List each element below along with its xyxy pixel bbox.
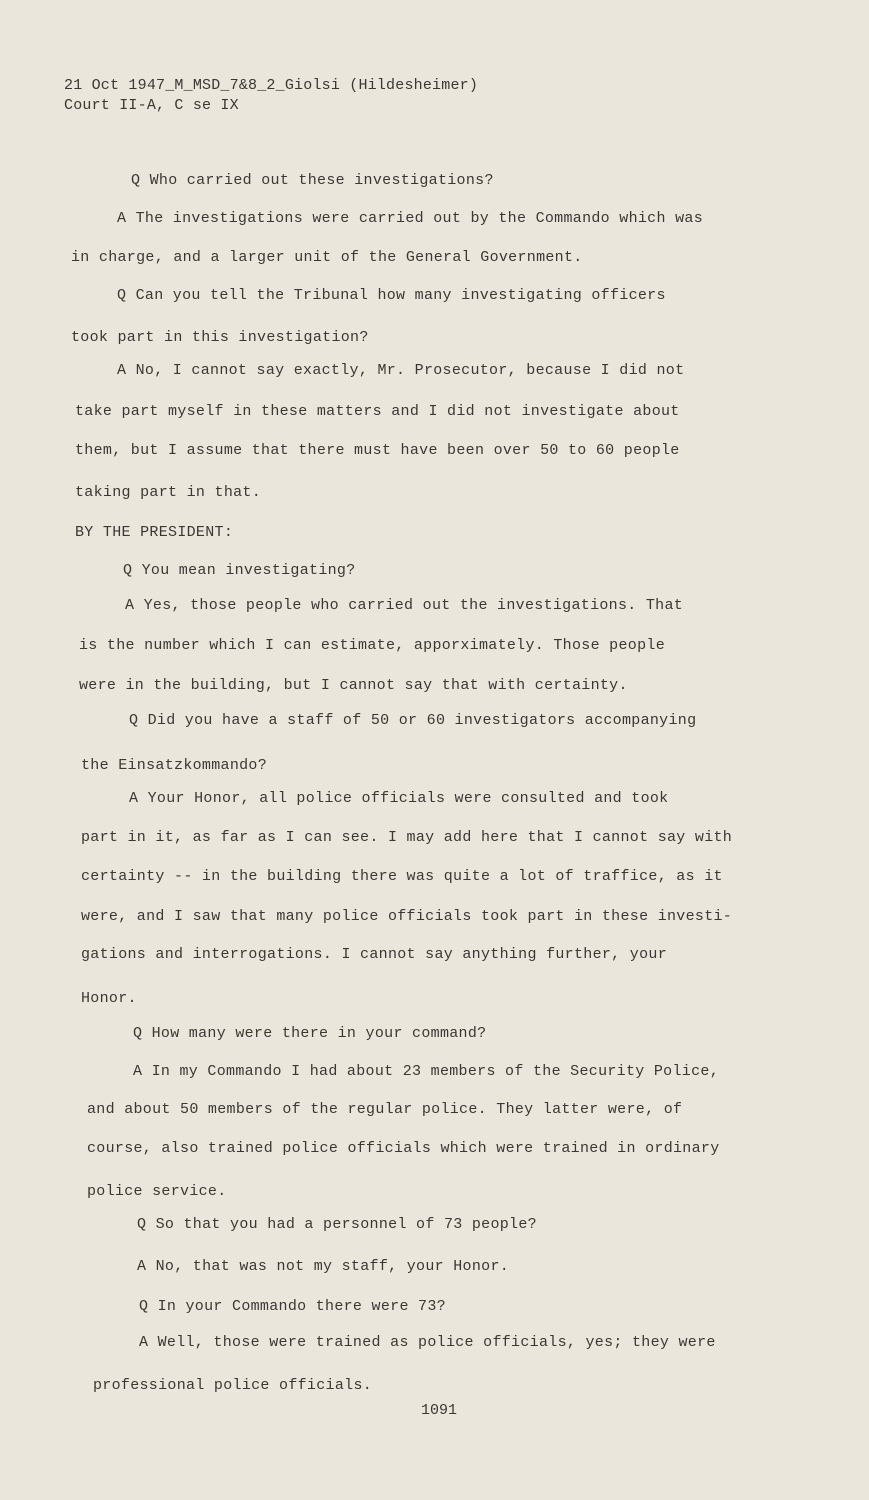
- transcript-line: course, also trained police officials which were trained in ordinary: [87, 1140, 720, 1157]
- document-header: [64, 76, 478, 116]
- transcript-line: Honor.: [81, 990, 137, 1007]
- transcript-line: Q Who carried out these investigations?: [131, 172, 494, 189]
- transcript-line: part in it, as far as I can see. I may add here that I cannot say with: [81, 829, 733, 846]
- transcript-line: Q In your Commando there were 73?: [139, 1298, 446, 1315]
- transcript-line: A In my Commando I had about 23 members of the Security Police,: [133, 1063, 719, 1080]
- transcript-line: certainty -- in the building there was quite a lot of traffice, as it: [81, 868, 723, 885]
- transcript-line: took part in this investigation?: [71, 329, 369, 346]
- transcript-line: and about 50 members of the regular police. They latter were, of: [87, 1101, 683, 1118]
- transcript-line: Q Can you tell the Tribunal how many investigating officers: [117, 287, 666, 304]
- section-heading: BY THE PRESIDENT:: [75, 524, 234, 541]
- transcript-line: were in the building, but I cannot say that with certainty.: [79, 677, 628, 694]
- transcript-line: taking part in that.: [75, 484, 262, 501]
- transcript-line: them, but I assume that there must have been over 50 to 60 people: [75, 442, 680, 459]
- transcript-line: Q You mean investigating?: [123, 562, 356, 579]
- transcript-line: the Einsatzkommando?: [81, 757, 268, 774]
- transcript-line: Q How many were there in your command?: [133, 1025, 487, 1042]
- transcript-line: gations and interrogations. I cannot say anything further, your: [81, 946, 667, 963]
- transcript-line: A Your Honor, all police officials were consulted and took: [129, 790, 669, 807]
- transcript-line: A The investigations were carried out by the Commando which was: [117, 210, 703, 227]
- transcript-line: A No, that was not my staff, your Honor.: [137, 1258, 510, 1275]
- transcript-line: is the number which I can estimate, apporximately. Those people: [79, 637, 665, 654]
- page-number: 1091: [421, 1402, 458, 1419]
- transcript-line: Q Did you have a staff of 50 or 60 investigators accompanying: [129, 712, 697, 729]
- transcript-line: A Yes, those people who carried out the investigations. That: [125, 597, 684, 614]
- transcript-line: were, and I saw that many police officials took part in these investi-: [81, 908, 733, 925]
- header-date-line: 21 Oct 1947_M_MSD_7&8_2_Giolsi (Hildesheimer): [64, 77, 479, 94]
- transcript-line: Q So that you had a personnel of 73 people?: [137, 1216, 537, 1233]
- transcript-line: A Well, those were trained as police officials, yes; they were: [139, 1334, 716, 1351]
- transcript-line: take part myself in these matters and I did not investigate about: [75, 403, 680, 420]
- transcript-line: A No, I cannot say exactly, Mr. Prosecutor, because I did not: [117, 362, 685, 379]
- transcript-line: police service.: [87, 1183, 227, 1200]
- transcript-line: professional police officials.: [93, 1377, 373, 1394]
- header-court-line: Court II-A, C se IX: [64, 97, 239, 114]
- transcript-line: in charge, and a larger unit of the General Government.: [71, 249, 583, 266]
